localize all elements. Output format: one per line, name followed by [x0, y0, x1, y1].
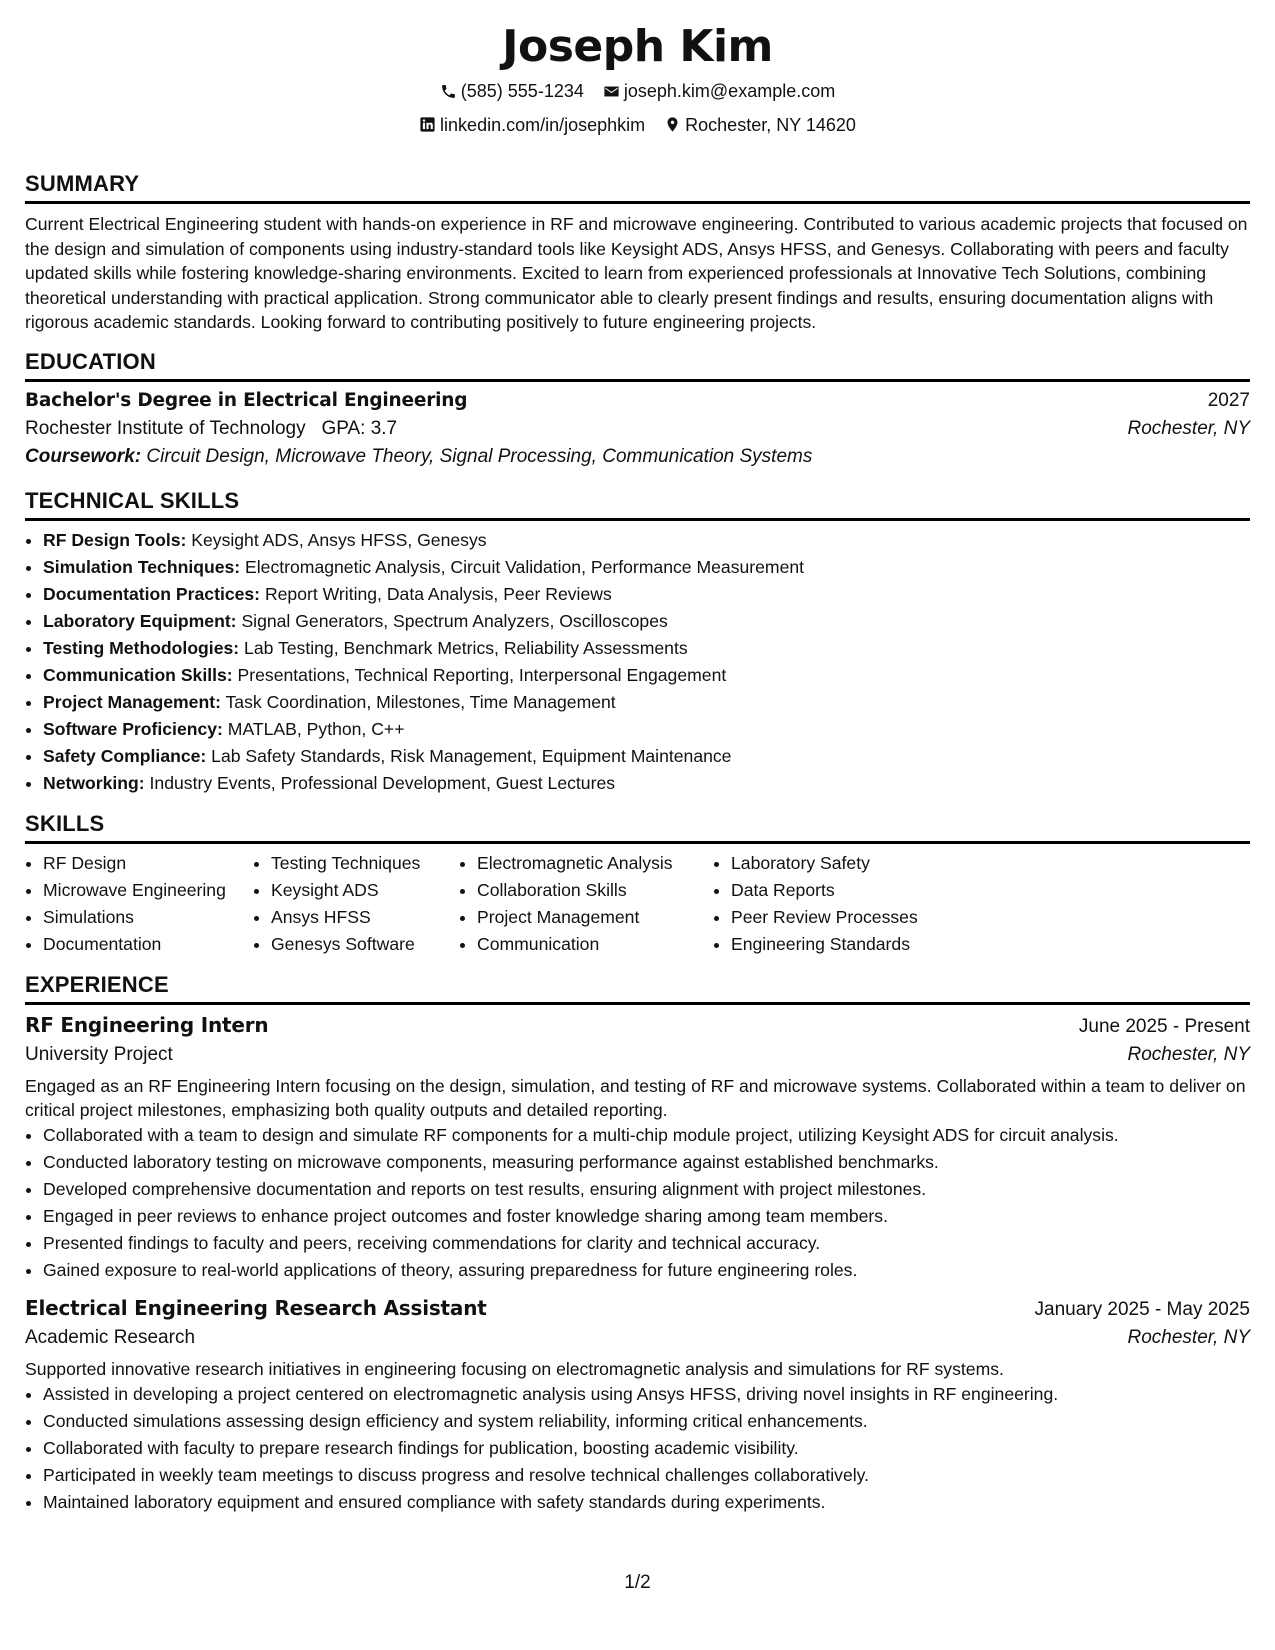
skills-section — [25, 811, 1250, 958]
skill-value: Signal Generators, Spectrum Analyzers, Oscilloscopes — [241, 610, 668, 631]
list-item: • Gained exposure to real-world applications of theory, assuring preparedness for future engineering roles. — [43, 1257, 1250, 1284]
job-bullets — [25, 1122, 1250, 1284]
skill-label: Laboratory Equipment: — [43, 610, 237, 631]
list-item: • Communication — [477, 931, 713, 958]
job-entry — [25, 1296, 1250, 1516]
skill-label: Software Proficiency: — [43, 718, 223, 739]
list-item: • Developed comprehensive documentation and reports on test results, ensuring alignment with project milestones. — [43, 1176, 1250, 1203]
education-header-row — [25, 390, 1250, 412]
list-item: • Electromagnetic Analysis — [477, 850, 713, 877]
contact-line-1 — [25, 80, 1250, 105]
list-item — [43, 581, 1250, 608]
list-item: • Collaborated with a team to design and simulate RF components for a multi-chip module project, utilizing Keysight ADS for circuit analysis. — [43, 1122, 1250, 1149]
list-item — [43, 716, 1250, 743]
skill-value: Lab Safety Standards, Risk Management, Equipment Maintenance — [211, 745, 732, 766]
coursework-list: Circuit Design, Microwave Theory, Signal Processing, Communication Systems — [146, 445, 813, 467]
skill-label: Simulation Techniques: — [43, 556, 241, 577]
education-location: Rochester, NY — [1127, 417, 1250, 439]
skill-value: MATLAB, Python, C++ — [227, 718, 405, 739]
skills-column-2 — [253, 850, 459, 958]
job-dates: January 2025 - May 2025 — [1034, 1298, 1250, 1320]
skills-column-4 — [713, 850, 973, 958]
job-location: Rochester, NY — [1127, 1043, 1250, 1065]
location-contact — [664, 114, 856, 136]
list-item — [43, 554, 1250, 581]
school-line — [25, 418, 397, 440]
job-header-row — [25, 1296, 1250, 1321]
job-summary: Engaged as an RF Engineering Intern focusing on the design, simulation, and testing of RF and microwave systems. Collaborated within a team to deliver on critical project milestones, emphasizing both quality outputs and detailed reporting. — [25, 1075, 1246, 1120]
list-item: • Laboratory Safety — [731, 850, 973, 877]
envelope-icon — [603, 83, 620, 100]
email-text: joseph.kim@example.com — [623, 81, 836, 101]
list-item: • Assisted in developing a project centered on electromagnetic analysis using Ansys HFSS, driving novel insights in RF engineering. — [43, 1381, 1250, 1408]
job-title: RF Engineering Intern — [25, 1012, 269, 1037]
skill-value: Industry Events, Professional Development, Guest Lectures — [149, 772, 616, 793]
section-title: SKILLS — [25, 811, 1250, 844]
candidate-name: Joseph Kim — [502, 21, 773, 72]
graduation-year: 2027 — [1207, 389, 1250, 411]
job-header-row — [25, 1013, 1250, 1038]
coursework-label: Coursework: — [25, 445, 142, 467]
map-marker-icon — [664, 116, 681, 133]
location-text: Rochester, NY 14620 — [685, 114, 856, 135]
skills-column-1 — [25, 850, 253, 958]
list-item — [43, 689, 1250, 716]
list-item: • Maintained laboratory equipment and ensured compliance with safety standards during experiments. — [43, 1489, 1250, 1516]
skill-label: Testing Methodologies: — [43, 637, 240, 658]
list-item: • Presented findings to faculty and peers, receiving commendations for clarity and technical accuracy. — [43, 1230, 1250, 1257]
list-item: • Project Management — [477, 904, 713, 931]
linkedin-icon — [419, 116, 436, 133]
skill-label: RF Design Tools: — [43, 529, 187, 550]
technical-skills-list — [25, 527, 1250, 797]
list-item — [43, 608, 1250, 635]
list-item — [43, 527, 1250, 554]
job-entry — [25, 1013, 1250, 1284]
list-item: • Engineering Standards — [731, 931, 973, 958]
resume-page — [25, 18, 1250, 1516]
job-sub-row — [25, 1327, 1250, 1349]
list-item: • Genesys Software — [271, 931, 459, 958]
phone-contact — [440, 80, 584, 102]
job-summary: Supported innovative research initiatives in engineering focusing on electromagnetic analysis and simulations for RF systems. — [25, 1358, 1004, 1379]
job-org: University Project — [25, 1043, 173, 1065]
linkedin-contact[interactable] — [419, 114, 645, 136]
list-item: • Conducted laboratory testing on microwave components, measuring performance against established benchmarks. — [43, 1149, 1250, 1176]
phone-icon — [440, 83, 457, 100]
section-title: TECHNICAL SKILLS — [25, 488, 1250, 521]
experience-section — [25, 972, 1250, 1516]
education-sub-row — [25, 418, 1250, 440]
list-item: • Data Reports — [731, 877, 973, 904]
skill-value: Electromagnetic Analysis, Circuit Validation, Performance Measurement — [245, 556, 805, 577]
list-item: • Microwave Engineering — [43, 877, 253, 904]
list-item — [43, 662, 1250, 689]
list-item — [43, 770, 1250, 797]
skills-columns — [25, 850, 1250, 958]
section-title: EXPERIENCE — [25, 972, 1250, 1005]
education-section — [25, 349, 1250, 468]
skill-label: Communication Skills: — [43, 664, 233, 685]
list-item: • Conducted simulations assessing design efficiency and system reliability, informing critical enhancements. — [43, 1408, 1250, 1435]
skill-value: Task Coordination, Milestones, Time Management — [225, 691, 616, 712]
job-location: Rochester, NY — [1127, 1326, 1250, 1348]
technical-skills-section — [25, 488, 1250, 797]
skill-label: Project Management: — [43, 691, 221, 712]
list-item: • Collaborated with faculty to prepare research findings for publication, boosting academic visibility. — [43, 1435, 1250, 1462]
list-item: • Keysight ADS — [271, 877, 459, 904]
list-item — [43, 743, 1250, 770]
job-sub-row — [25, 1044, 1250, 1066]
list-item: • Testing Techniques — [271, 850, 459, 877]
skill-value: Keysight ADS, Ansys HFSS, Genesys — [191, 529, 487, 550]
job-bullets — [25, 1381, 1250, 1516]
list-item: • RF Design — [43, 850, 253, 877]
email-contact[interactable] — [603, 80, 835, 102]
summary-text: Current Electrical Engineering student with hands-on experience in RF and microwave engineering. Contributed to various academic projects that focused on the design and simulation of components using industry-standard tools like Keysight ADS, Ansys HFSS, and Genesys. Collaborating with peers and faculty updated skills while fostering knowledge-sharing environments. Excited to learn from experienced professionals at Innovative Tech Solutions, combining theoretical understanding with practical application. Strong communicator able to clearly present findings and results, ensuring documentation aligns with rigorous academic standards. Looking forward to contributing positively to future engineering projects. — [25, 214, 1248, 333]
list-item: • Collaboration Skills — [477, 877, 713, 904]
job-dates: June 2025 - Present — [1078, 1015, 1250, 1037]
job-org: Academic Research — [25, 1326, 196, 1348]
list-item: • Documentation — [43, 931, 253, 958]
summary-section — [25, 171, 1250, 335]
school-name: Rochester Institute of Technology — [25, 417, 306, 439]
job-title: Electrical Engineering Research Assistant — [25, 1295, 487, 1320]
list-item: • Engaged in peer reviews to enhance project outcomes and foster knowledge sharing among team members. — [43, 1203, 1250, 1230]
contact-line-2 — [25, 114, 1250, 139]
list-item — [43, 635, 1250, 662]
list-item: • Participated in weekly team meetings to discuss progress and resolve technical challenges collaboratively. — [43, 1462, 1250, 1489]
skill-value: Presentations, Technical Reporting, Interpersonal Engagement — [237, 664, 727, 685]
page-number: 1/2 — [624, 1572, 651, 1593]
skill-value: Lab Testing, Benchmark Metrics, Reliability Assessments — [244, 637, 688, 658]
linkedin-text: linkedin.com/in/josephkim — [440, 114, 646, 135]
list-item: • Ansys HFSS — [271, 904, 459, 931]
section-title: SUMMARY — [25, 171, 1250, 204]
skill-label: Documentation Practices: — [43, 583, 261, 604]
skills-column-3 — [459, 850, 713, 958]
skill-value: Report Writing, Data Analysis, Peer Reviews — [264, 583, 612, 604]
coursework-line — [25, 446, 1250, 468]
skill-label: Networking: — [43, 772, 145, 793]
list-item: • Simulations — [43, 904, 253, 931]
skill-label: Safety Compliance: — [43, 745, 207, 766]
degree-title: Bachelor's Degree in Electrical Engineering — [25, 389, 468, 411]
list-item: • Peer Review Processes — [731, 904, 973, 931]
phone-text: (585) 555-1234 — [460, 81, 584, 101]
gpa: GPA: 3.7 — [321, 417, 398, 439]
section-title: EDUCATION — [25, 349, 1250, 382]
